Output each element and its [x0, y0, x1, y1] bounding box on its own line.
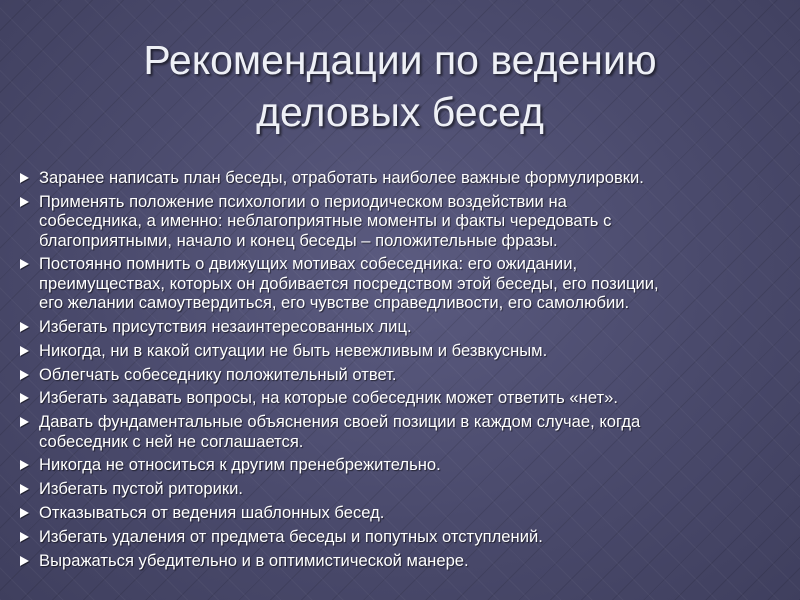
triangle-bullet-icon	[20, 370, 29, 380]
bullet-text-line: Заранее написать план беседы, отработать наиболее важные формулировки.	[39, 168, 644, 187]
slide-title-line-2: деловых бесед	[256, 89, 544, 135]
bullet-text-line: Избегать задавать вопросы, на которые собеседник может ответить «нет».	[39, 388, 618, 408]
triangle-bullet-icon	[20, 532, 29, 542]
bullet-item	[20, 479, 790, 498]
bullet-text-line: Избегать присутствия незаинтересованных лиц.	[39, 317, 412, 337]
bullet-text-line: Выражаться убедительно и в оптимистической манере.	[39, 550, 469, 570]
bullet-text-line: собеседника, а именно: неблагоприятные моменты и факты чередовать с	[39, 211, 612, 231]
bullet-text-line: преимуществах, которых он добивается посредством этой беседы, его позиции,	[39, 273, 659, 293]
bullet-text-line: Применять положение психологии о периодическом воздействии на	[39, 191, 567, 211]
bullet-item	[20, 192, 790, 250]
bullet-text-line: Избегать удаления от предмета беседы и попутных отступлений.	[39, 526, 543, 546]
bullet-text-line: Постоянно помнить о движущих мотивах собеседника: его ожидании,	[39, 254, 578, 274]
bullet-list	[20, 168, 790, 574]
triangle-bullet-icon	[20, 484, 29, 494]
triangle-bullet-icon	[20, 556, 29, 566]
bullet-text-line: его желании самоутвердиться, его чувстве справедливости, его самолюбии.	[39, 293, 630, 313]
slide-title	[0, 34, 800, 138]
triangle-bullet-icon	[20, 417, 29, 427]
triangle-bullet-icon	[20, 346, 29, 356]
bullet-text-line: Давать фундаментальные объяснения своей позиции в каждом случае, когда	[39, 412, 641, 432]
triangle-bullet-icon	[20, 173, 29, 183]
bullet-text-line: Облегчать собеседнику положительный ответ.	[39, 364, 397, 384]
triangle-bullet-icon	[20, 393, 29, 403]
bullet-item	[20, 317, 790, 336]
bullet-item	[20, 254, 790, 312]
bullet-text-line: Никогда не относиться к другим пренебрежительно.	[39, 455, 441, 475]
bullet-item	[20, 551, 790, 570]
bullet-item	[20, 503, 790, 522]
triangle-bullet-icon	[20, 259, 29, 269]
bullet-text-line: Избегать пустой риторики.	[39, 479, 243, 499]
triangle-bullet-icon	[20, 197, 29, 207]
triangle-bullet-icon	[20, 322, 29, 332]
bullet-item	[20, 341, 790, 360]
bullet-text-line: Отказываться от ведения шаблонных бесед.	[39, 503, 385, 522]
bullet-text-line: благоприятными, начало и конец беседы – положительные фразы.	[39, 230, 558, 250]
bullet-item	[20, 455, 790, 474]
bullet-item	[20, 527, 790, 546]
triangle-bullet-icon	[20, 508, 29, 518]
slide-title-line-1: Рекомендации по ведению	[143, 37, 657, 83]
bullet-item	[20, 412, 790, 451]
bullet-text-line: Никогда, ни в какой ситуации не быть невежливым и безвкусным.	[39, 340, 548, 360]
bullet-text-line: собеседник с ней не соглашается.	[39, 431, 304, 451]
bullet-item	[20, 365, 790, 384]
bullet-item	[20, 388, 790, 407]
triangle-bullet-icon	[20, 460, 29, 470]
bullet-item	[20, 168, 790, 187]
